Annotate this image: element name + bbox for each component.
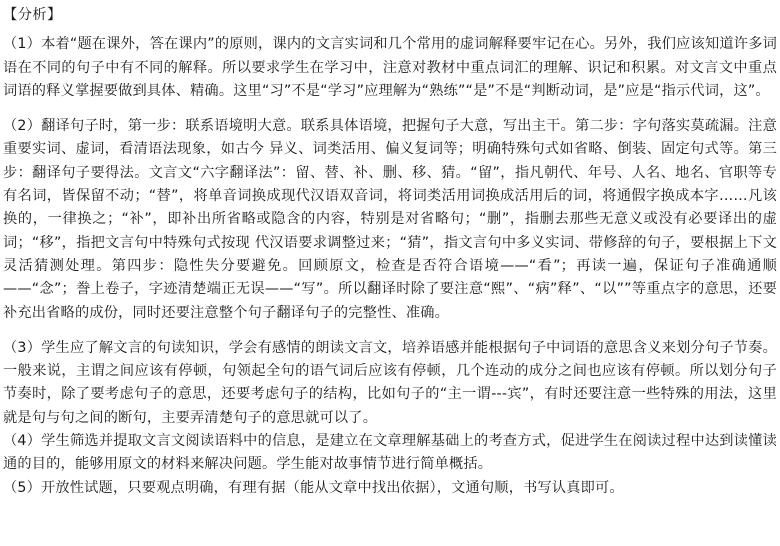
paragraph-5: （5）开放性试题，只要观点明确，有理有据（能从文章中找出依据），文通句顺，书写认真即可。 bbox=[3, 479, 624, 496]
analysis-heading: 【分析】 bbox=[3, 7, 62, 23]
paragraph-1: （1）本着“题在课外，答在课内”的原则，课内的文言实词和几个常用的虚词解释要牢记在心。另外，我们应该知道许多词语在不同的句子中有不同的解释。所以要求学生在学习中，注意对教材中重点词汇的理解、识记和积累。对文言文中重点词语的释义掌握要做到具体、精确。这里“习”不是“学习”应理解为“熟练”“是”不是“判断动词，是”应是“指示代词，这”。 bbox=[3, 36, 777, 99]
paragraph-3: （3）学生应了解文言的句读知识，学会有感情的朗读文言文，培养语感并能根据句子中词语的意思含义来划分句子节奏。一般来说，主谓之间应该有停顿，句领起全句的语气词后应该有停顿，几个连动的成分之间也应该有停顿。所以划分句子节奏时，除了要考虑句子的意思，还要考虑句子的结构，比如句子的“主一谓---宾”，有时还要注意一些特殊的用法，这里就是句与句之间的断句，主要弄清楚句子的意思就可以了。 bbox=[3, 339, 777, 426]
paragraph-2: （2）翻译句子时，第一步：联系语境明大意。联系具体语境，把握句子大意，写出主干。第二步：字句落实莫疏漏。注意重要实词、虚词，看清语法现象，如古今 异义、词类活用、偏义复词等；明确特殊句式如省略、倒装、固定句式等。第三步：翻译句子要得法。文言文“六字翻译法”：留、替、补、删、移、猜。“留”，指凡朝代、年号、人名、地名、官职等专有名词，皆保留不动；“替”，将单音词换成现代汉语双音词，将词类活用词换成活用后的词，将通假字换成本字……凡该 换的，一律换之；“补”，即补出所省略或隐含的内容，特别是对省略句；“删”，指删去那些无意义或没有必要译出的虚词；“移”，指把文言句中特殊句式按现 代汉语要求调整过来；“猜”，指文言句中多义实词、带修辞的句子，要根据上下文灵活猜测处理。第四步：隐性失分要避免。回顾原文，检查是否符合语境——“看”；再读一遍，保证句子准确通顺——“念”；誊上卷子，字迹清楚端正无误——“写”。所以翻译时除了要注意“熙”、“病”释”、“以””等重点字的意思，还要补充出省略的成份，同时还要注意整个句子翻译句子的完整性、准确。 bbox=[3, 118, 777, 321]
paragraph-4: （4）学生筛选并提取文言文阅读语料中的信息，是建立在文章理解基础上的考查方式，促进学生在阅读过程中达到读懂读通的目的，能够用原文的材料来解决问题。学生能对故事情节进行简单概括。 bbox=[3, 433, 777, 473]
